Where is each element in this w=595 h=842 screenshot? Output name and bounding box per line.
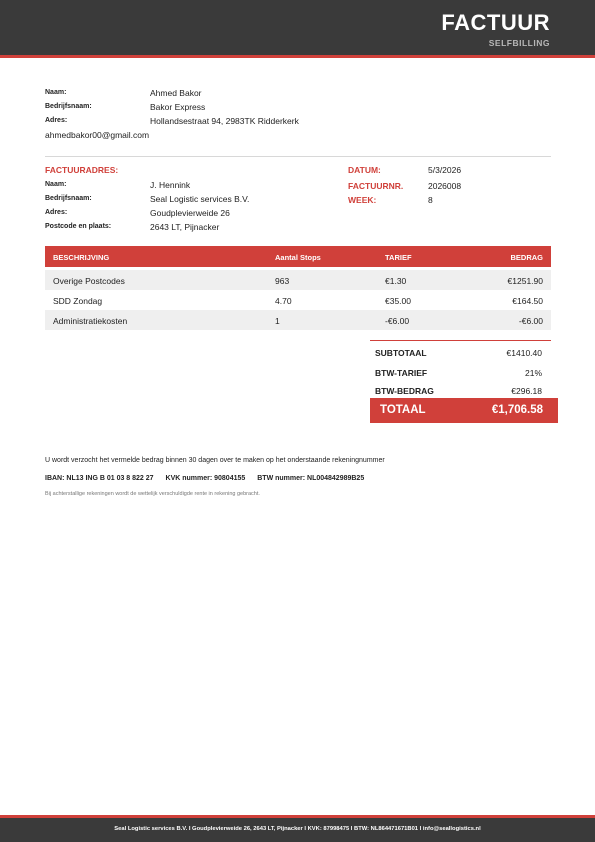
table-row: [45, 270, 551, 290]
row-stops: 963: [275, 276, 290, 286]
header-rate: TARIEF: [385, 253, 412, 262]
table-header: [45, 246, 551, 267]
total-box: [370, 398, 558, 423]
row-stops: 4.70: [275, 296, 292, 306]
header-stops: Aantal Stops: [275, 253, 321, 262]
billing-company-label: Bedrijfsnaam:: [45, 195, 92, 202]
vat-amount-label: BTW-BEDRAG: [375, 386, 434, 396]
footer-company-info: Seal Logistic services B.V. I Goudplevierweide 26, 2643 LT, Pijnacker I KVK: 87998475 I BTW: NL864471671B01 I info@seallogistics.nl: [114, 826, 481, 832]
late-payment-notice: Bij achterstallige rekeningen wordt de wettelijk verschuldigde rente in rekening gebracht.: [45, 491, 260, 497]
sender-name-label: Naam:: [45, 89, 67, 96]
vat-rate-value: 21%: [524, 368, 542, 378]
subtotal-label: SUBTOTAAL: [375, 348, 427, 358]
row-stops: 1: [275, 316, 280, 326]
totals-divider: [370, 340, 551, 341]
row-description: SDD Zondag: [53, 296, 103, 306]
week-label: WEEK:: [348, 195, 377, 205]
bank-details: [45, 475, 374, 482]
document-subtitle: SELFBILLING: [488, 38, 550, 48]
sender-address: Hollandsestraat 94, 2983TK Ridderkerk: [150, 116, 299, 126]
row-rate: €35.00: [385, 296, 411, 306]
sender-company-label: Bedrijfsnaam:: [45, 103, 92, 110]
vat-amount-value: €296.18: [511, 386, 542, 396]
date-label: DATUM:: [348, 165, 381, 175]
row-rate: -€6.00: [385, 316, 410, 326]
line-items-table: [45, 246, 551, 330]
billing-name-label: Naam:: [45, 181, 67, 188]
row-amount: €164.50: [512, 296, 543, 306]
invoice-number: 2026008: [428, 181, 462, 191]
document-title: FACTUUR: [441, 10, 550, 35]
billing-name: J. Hennink: [150, 180, 191, 190]
row-amount: -€6.00: [518, 316, 543, 326]
billing-postcode-label: Postcode en plaats:: [45, 223, 112, 230]
invoice-number-label: FACTUURNR.: [348, 181, 404, 191]
iban: IBAN: NL13 ING B 01 03 8 822 27: [45, 475, 154, 482]
billing-address: Goudplevierweide 26: [150, 208, 230, 218]
week-number: 8: [428, 195, 433, 205]
billing-address-label: Adres:: [45, 209, 68, 216]
row-rate: €1.30: [385, 276, 407, 286]
sender-email: ahmedbakor00@gmail.com: [45, 130, 150, 140]
btw-number: BTW nummer: NL004842989B25: [257, 475, 365, 482]
header-accent-line: [0, 55, 595, 58]
row-description: Administratiekosten: [53, 316, 128, 326]
header-amount: BEDRAG: [510, 253, 543, 262]
subtotal-value: €1410.40: [506, 348, 542, 358]
sender-company: Bakor Express: [150, 102, 206, 112]
sender-name: Ahmed Bakor: [150, 88, 202, 98]
payment-notice: U wordt verzocht het vermelde bedrag binnen 30 dagen over te maken op het onderstaande rekeningnummer: [45, 457, 385, 464]
invoice-footer: [0, 818, 595, 842]
table-row: [45, 310, 551, 330]
billing-heading: FACTUURADRES:: [45, 165, 119, 175]
section-divider: [45, 156, 551, 157]
header-description: BESCHRIJVING: [53, 253, 110, 262]
billing-company: Seal Logistic services B.V.: [150, 194, 250, 204]
billing-postcode: 2643 LT, Pijnacker: [150, 222, 220, 232]
row-amount: €1251.90: [507, 276, 543, 286]
invoice-header: [0, 0, 595, 55]
row-description: Overige Postcodes: [53, 276, 125, 286]
total-value: €1,706.58: [491, 404, 543, 416]
total-label: TOTAAL: [380, 404, 426, 416]
table-row: [45, 290, 551, 310]
kvk-number: KVK nummer: 90804155: [165, 475, 246, 482]
sender-address-label: Adres:: [45, 117, 68, 124]
invoice-date: 5/3/2026: [428, 165, 462, 175]
vat-rate-label: BTW-TARIEF: [375, 368, 428, 378]
